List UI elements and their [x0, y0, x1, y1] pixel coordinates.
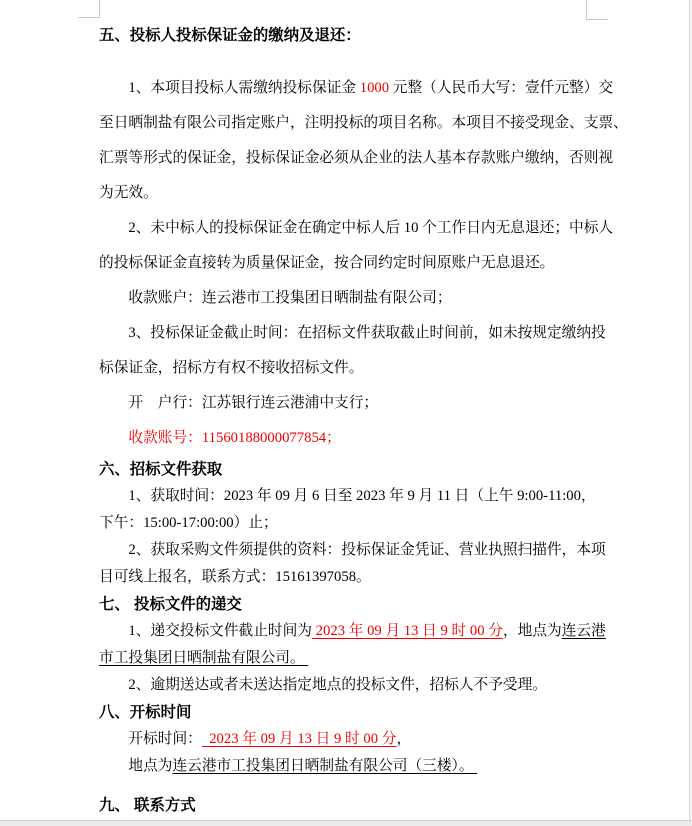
text-segment: 收款账户：连云港市工投集团日晒制盐有限公司； [128, 290, 452, 306]
para-obtain-materials [99, 537, 661, 591]
text-segment: 的投标保证金直接转为质量保证金，按合同约定时间原账户无息退还。 [99, 255, 555, 271]
text-segment: 元整（人民币大写：壹仟元整）交 [389, 80, 614, 96]
text-segment: 为无效。 [99, 185, 158, 201]
text-line [99, 246, 661, 281]
para-deposit-deadline [99, 316, 661, 386]
text-segment: 至日晒制盐有限公司指定账户，注明投标的项目名称。本项目不接受现金、支票、 [99, 115, 628, 131]
para-opening-time [99, 726, 661, 753]
text-segment: 下午：15:00-17:00:00）止； [99, 515, 278, 531]
text-line [99, 18, 661, 53]
text-segment: 六、招标文件获取 [99, 461, 223, 478]
text-line [99, 71, 661, 106]
text-segment: 1、本项目投标人需缴纳投标保证金 [128, 80, 360, 96]
text-segment: 1、获取时间：2023 年 09 月 6 日至 2023 年 9 月 11 日（上午 9:00-11:00， [128, 488, 596, 504]
text-boundary-mark-top-right-vertical [586, 0, 587, 19]
para-obtain-time [99, 483, 661, 537]
text-line [99, 483, 661, 510]
text-segment: 开标时间： [128, 731, 202, 747]
text-line [99, 421, 661, 456]
para-deposit-payment [99, 71, 661, 211]
text-line [99, 537, 661, 564]
text-line [99, 672, 661, 699]
text-segment: 3、投标保证金截止时间：在招标文件获取截止时间前，如未按规定缴纳投 [128, 325, 606, 341]
text-line [99, 792, 661, 819]
text-boundary-mark-top-left-vertical [99, 0, 100, 17]
highlighted-text-segment: 1000 [359, 80, 390, 96]
para-account-number [99, 421, 661, 456]
section-5-heading [99, 18, 661, 53]
highlighted-text-segment: 2023 年 09 月 13 日 9 时 00 分 [312, 623, 503, 639]
text-line [99, 510, 661, 537]
text-segment: 开 户行：江苏银行连云港浦中支行； [128, 395, 379, 411]
text-line [99, 176, 661, 211]
text-line [99, 106, 661, 141]
para-payee-account-name [99, 281, 661, 316]
para-deposit-refund [99, 211, 661, 281]
highlighted-text-segment: 市工投集团日晒制盐有限公司。 [99, 650, 309, 666]
text-segment: ，地点为 [502, 623, 562, 639]
highlighted-text-segment: 收款账号：11560188000077854； [128, 430, 341, 446]
text-segment: 标保证金，招标方有权不接收招标文件。 [99, 360, 364, 376]
text-line [99, 753, 661, 780]
text-line [99, 591, 661, 618]
text-line [99, 141, 661, 176]
blank-line [99, 780, 661, 792]
text-line [99, 211, 661, 246]
text-segment: 八、开标时间 [99, 704, 192, 721]
text-line [99, 351, 661, 386]
text-line [99, 386, 661, 421]
highlighted-text-segment: 连云港 [561, 623, 606, 639]
text-segment: 汇票等形式的保证金，投标保证金必须从企业的法人基本存款账户缴纳，否则视 [99, 150, 614, 166]
text-segment: 目可线上报名，联系方式：15161397058。 [99, 569, 371, 585]
text-segment: 2、获取采购文件须提供的资料：投标保证金凭证、营业执照扫描件，本项 [128, 542, 606, 558]
document-body [99, 18, 661, 819]
para-bank-name [99, 386, 661, 421]
text-line [99, 645, 661, 672]
text-segment: 九、 联系方式 [99, 797, 196, 814]
text-line [99, 618, 661, 645]
text-segment: ， [396, 731, 412, 747]
highlighted-text-segment: 连云港市工投集团日晒制盐有限公司（三楼）。 [172, 758, 478, 774]
text-segment: 五、投标人投标保证金的缴纳及退还： [99, 27, 361, 44]
para-submission-deadline [99, 618, 661, 672]
text-line [99, 456, 661, 483]
text-boundary-mark-top-left-horizontal [78, 17, 100, 18]
para-late-submission [99, 672, 661, 699]
text-line [99, 316, 661, 351]
text-segment: 2、逾期送达或者未送达指定地点的投标文件，招标人不予受理。 [128, 677, 547, 693]
text-segment: 七、 投标文件的递交 [99, 596, 242, 613]
text-segment: 2、未中标人的投标保证金在确定中标人后 10 个工作日内无息退还；中标人 [128, 220, 614, 236]
para-opening-place [99, 753, 661, 780]
section-8-heading [99, 699, 661, 726]
section-6-heading [99, 456, 661, 483]
text-line [99, 564, 661, 591]
text-segment: 地点为 [128, 758, 173, 774]
blank-line [99, 53, 661, 71]
highlighted-text-segment: 2023 年 09 月 13 日 9 时 00 分 [201, 731, 397, 747]
section-9-heading [99, 792, 661, 819]
text-line [99, 281, 661, 316]
text-segment: 1、递交投标文件截止时间为 [128, 623, 312, 639]
text-line [99, 699, 661, 726]
section-7-heading [99, 591, 661, 618]
text-line [99, 726, 661, 753]
bottom-gutter [0, 820, 692, 826]
